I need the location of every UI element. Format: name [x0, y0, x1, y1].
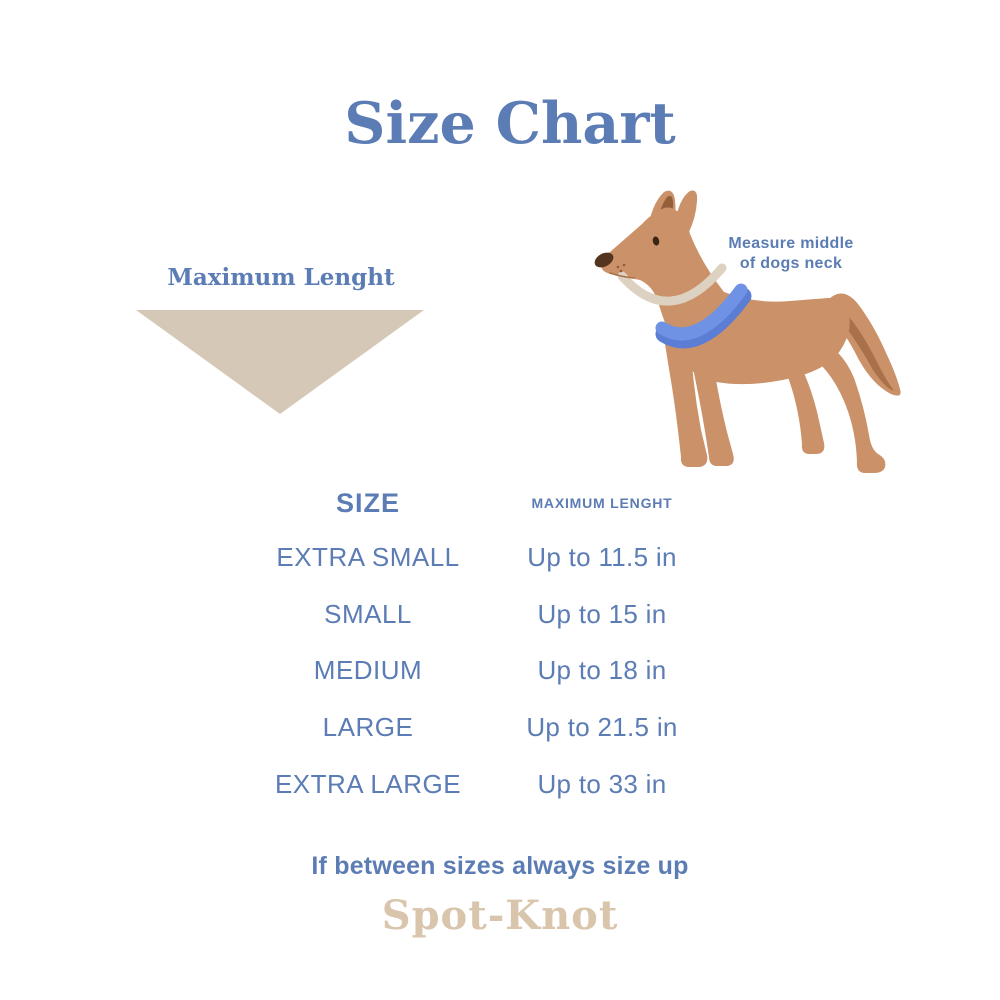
measure-annotation-line1: Measure middle — [728, 235, 854, 252]
table-header-size: SIZE — [335, 488, 400, 518]
page-title: Size Chart — [344, 90, 676, 157]
max-length-cell: Up to 15 in — [537, 599, 667, 629]
size-cell: EXTRA LARGE — [274, 769, 462, 799]
table-row — [0, 596, 1000, 632]
brand-logo: Spot-Knot — [381, 892, 619, 939]
bandana-triangle — [136, 310, 424, 414]
max-length-cell: Up to 33 in — [537, 769, 667, 799]
size-cell: LARGE — [322, 712, 414, 742]
table-row — [0, 766, 1000, 802]
max-length-cell: Up to 11.5 in — [527, 542, 677, 572]
table-row — [0, 539, 1000, 575]
size-cell: SMALL — [324, 599, 412, 629]
table-row — [0, 709, 1000, 745]
size-cell: EXTRA SMALL — [276, 542, 460, 572]
measure-annotation-line2: of dogs neck — [739, 255, 843, 272]
measure-annotation — [698, 234, 884, 274]
max-length-cell: Up to 21.5 in — [526, 712, 678, 742]
size-cell: MEDIUM — [313, 655, 423, 685]
bandana-max-length-label: Maximum Lenght — [167, 264, 395, 291]
table-header-max-length: MAXIMUM LENGHT — [531, 495, 673, 511]
max-length-cell: Up to 18 in — [537, 655, 667, 685]
table-header-row — [0, 485, 1000, 521]
dog-illustration — [590, 180, 910, 480]
table-row — [0, 652, 1000, 688]
sizing-advice-note: If between sizes always size up — [311, 852, 689, 880]
